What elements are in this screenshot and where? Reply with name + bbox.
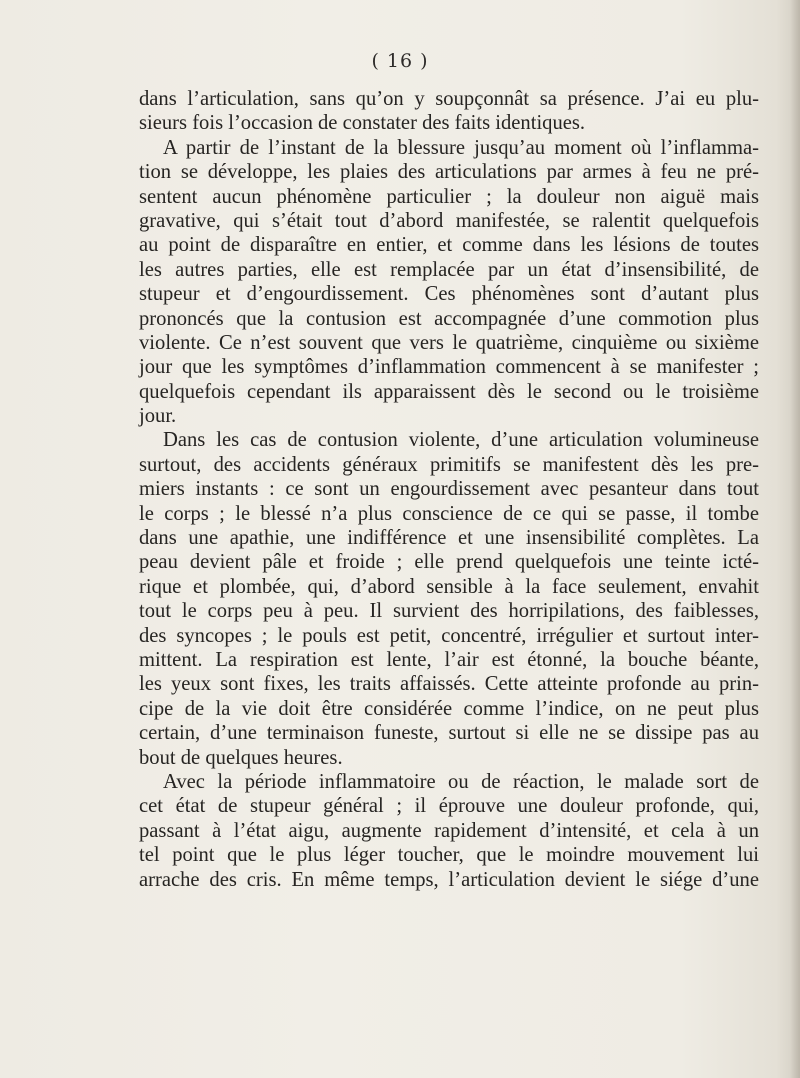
page-edge-shadow bbox=[790, 0, 800, 1078]
text-line: sieurs fois l’occasion de constater des faits identiques. bbox=[139, 112, 586, 135]
text-line: jour. bbox=[139, 405, 177, 428]
text-line: gravative, qui s’était tout d’abord manifestée, se ralentit quelquefois bbox=[139, 209, 759, 232]
text-line: bout de quelques heures. bbox=[139, 746, 343, 769]
text-line: prononcés que la contusion est accompagnée d’une commotion plus bbox=[139, 307, 759, 330]
text-line: les autres parties, elle est remplacée par un état d’insensibilité, de bbox=[139, 258, 759, 281]
text-line: passant à l’état aigu, augmente rapidement d’intensité, et cela à un bbox=[139, 819, 759, 842]
text-line: violente. Ce n’est souvent que vers le quatrième, cinquième ou sixième bbox=[139, 331, 759, 354]
text-line: le corps ; le blessé n’a plus conscience de ce qui se passe, il tombe bbox=[139, 502, 759, 525]
text-line: quelquefois cependant ils apparaissent dès le second ou le troisième bbox=[139, 380, 759, 403]
text-line: cipe de la vie doit être considérée comme l’indice, on ne peut plus bbox=[139, 697, 759, 720]
text-line: cet état de stupeur général ; il éprouve une douleur profonde, qui, bbox=[139, 795, 759, 818]
text-line: des syncopes ; le pouls est petit, concentré, irrégulier et surtout inter- bbox=[139, 624, 759, 647]
text-line: Avec la période inflammatoire ou de réaction, le malade sort de bbox=[163, 770, 759, 793]
text-line: tout le corps peu à peu. Il survient des horripilations, des faiblesses, bbox=[139, 600, 759, 623]
text-line: au point de disparaître en entier, et comme dans les lésions de toutes bbox=[139, 234, 759, 257]
text-line: tion se développe, les plaies des articulations par armes à feu ne pré- bbox=[139, 161, 759, 184]
body-text bbox=[139, 87, 759, 892]
text-line: Dans les cas de contusion violente, d’une articulation volumineuse bbox=[163, 429, 759, 452]
text-line: stupeur et d’engourdissement. Ces phénomènes sont d’autant plus bbox=[139, 283, 759, 306]
text-line: certain, d’une terminaison funeste, surtout si elle ne se dissipe pas au bbox=[139, 722, 759, 745]
text-line: jour que les symptômes d’inflammation commencent à se manifester ; bbox=[139, 356, 759, 379]
text-line: A partir de l’instant de la blessure jusqu’au moment où l’inflamma- bbox=[163, 136, 759, 159]
text-line: surtout, des accidents généraux primitifs se manifestent dès les pre- bbox=[139, 453, 759, 476]
text-line: sentent aucun phénomène particulier ; la douleur non aiguë mais bbox=[139, 185, 759, 208]
text-line: miers instants : ce sont un engourdissement avec pesanteur dans tout bbox=[139, 478, 759, 501]
text-line: dans une apathie, une indifférence et une insensibilité complètes. La bbox=[139, 527, 759, 550]
text-line: les yeux sont fixes, les traits affaissés. Cette atteinte profonde au prin- bbox=[139, 673, 759, 696]
text-line: arrache des cris. En même temps, l’articulation devient le siége d’une bbox=[139, 868, 759, 891]
page-number: ( 16 ) bbox=[371, 50, 429, 72]
text-line: peau devient pâle et froide ; elle prend quelquefois une teinte icté- bbox=[139, 551, 759, 574]
text-line: rique et plombée, qui, d’abord sensible à la face seulement, envahit bbox=[139, 575, 759, 598]
text-line: dans l’articulation, sans qu’on y soupçonnât sa présence. J’ai eu plu- bbox=[139, 88, 759, 110]
text-line: mittent. La respiration est lente, l’air est étonné, la bouche béante, bbox=[139, 648, 759, 671]
text-line: tel point que le plus léger toucher, que le moindre mouvement lui bbox=[139, 844, 759, 867]
